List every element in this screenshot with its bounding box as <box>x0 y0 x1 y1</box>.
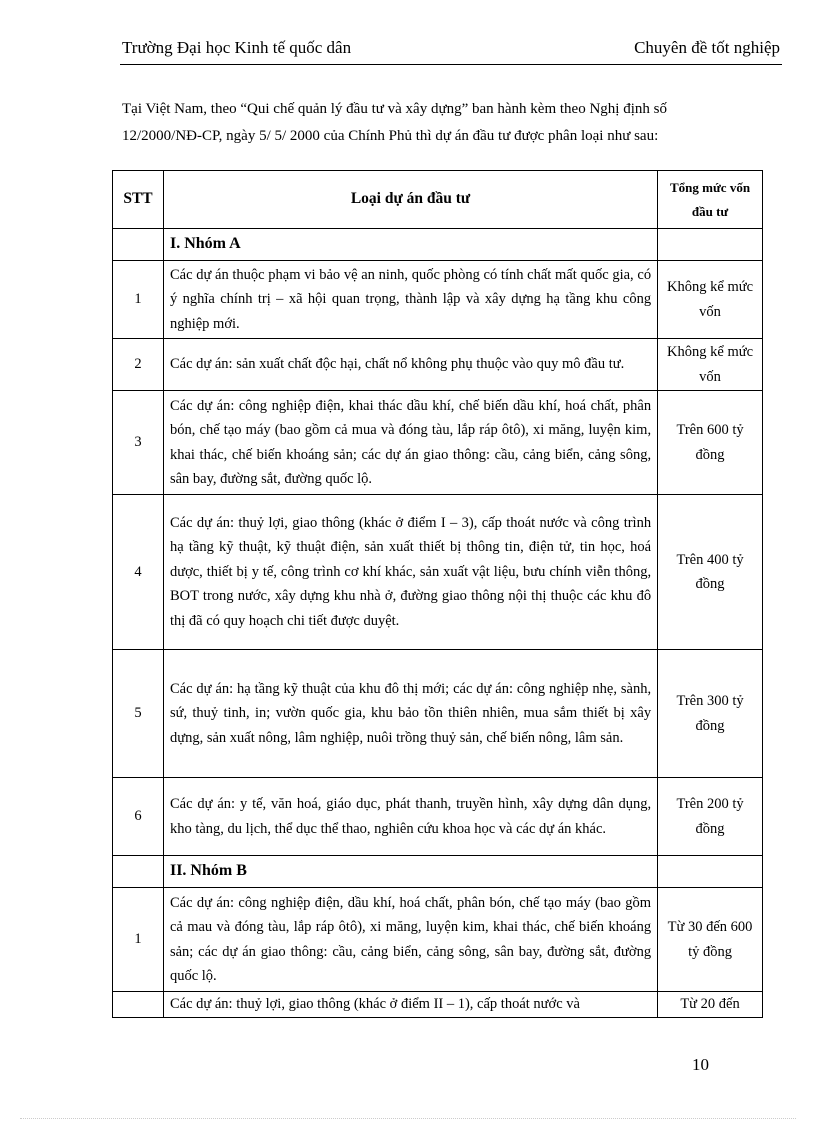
row-stt <box>113 992 164 1018</box>
table-row <box>113 391 763 495</box>
row-description: Các dự án: công nghiệp điện, dầu khí, hoá chất, phân bón, chế tạo máy (bao gồm cả mau và đóng tàu, lắp ráp ôtô), xi măng, luyện kim, khai thác, chế biến khoáng sản; các dự án giao thông: cầu, cảng biển, cảng sông, sân bay, đường sắt, đường quốc lộ. <box>163 888 657 992</box>
row-capital: Từ 30 đến 600 tỷ đồng <box>658 888 763 992</box>
row-capital: Trên 200 tỷ đồng <box>658 778 763 856</box>
row-capital: Trên 400 tỷ đồng <box>658 495 763 650</box>
investment-classification-table <box>112 170 763 1018</box>
row-stt: 6 <box>113 778 164 856</box>
row-description: Các dự án: thuỷ lợi, giao thông (khác ở điểm I – 3), cấp thoát nước và công trình hạ tầng kỹ thuật, kỹ thuật điện, sản xuất thiết bị thông tin, điện tử, tin học, hoá dược, thiết bị y tế, công trình cơ khí khác, sản xuất vật liệu, bưu chính viễn thông, BOT trong nước, xây dựng khu nhà ở, đường giao thông nội thị thuộc các khu đô thị đã có quy hoạch chi tiết được duyệt. <box>163 495 657 650</box>
table-row <box>113 495 763 650</box>
row-capital: Trên 600 tỷ đồng <box>658 391 763 495</box>
col-header-stt: STT <box>113 171 164 229</box>
row-capital: Từ 20 đến <box>658 992 763 1018</box>
table-header-row <box>113 171 763 229</box>
row-stt: 4 <box>113 495 164 650</box>
table-row <box>113 888 763 992</box>
table-row <box>113 261 763 339</box>
page-bottom-border <box>20 1118 796 1119</box>
group-b-row <box>113 856 763 888</box>
row-description: Các dự án: công nghiệp điện, khai thác dầu khí, chế biến dầu khí, hoá chất, phân bón, chế tạo máy (bao gồm cả mua và đóng tàu, lắp ráp ôtô), xi măng, luyện kim, khai thác, chế biến khoáng sản; các dự án giao thông: cầu, cảng biển, cảng sông, sân bay, đường sắt, đường quốc lộ. <box>163 391 657 495</box>
row-capital: Trên 300 tỷ đồng <box>658 650 763 778</box>
row-description: Các dự án thuộc phạm vi bảo vệ an ninh, quốc phòng có tính chất mất quốc gia, có ý nghĩa chính trị – xã hội quan trọng, thành lập và xây dựng hạ tầng khu công nghiệp mới. <box>163 261 657 339</box>
row-stt: 2 <box>113 339 164 391</box>
header-rule <box>120 64 782 65</box>
row-stt: 1 <box>113 888 164 992</box>
row-stt: 5 <box>113 650 164 778</box>
header-document-type: Chuyên đề tốt nghiệp <box>634 38 780 57</box>
group-a-row <box>113 229 763 261</box>
row-description: Các dự án: hạ tầng kỹ thuật của khu đô thị mới; các dự án: công nghiệp nhẹ, sành, sứ, thuỷ tinh, in; vườn quốc gia, khu bảo tồn thiên nhiên, mua sắm thiết bị xây dựng, sản xuất nông, lâm nghiệp, nuôi trồng thuỷ sản, chế biến nông, lâm sản. <box>163 650 657 778</box>
group-b-title: II. Nhóm B <box>163 856 657 888</box>
col-header-capital: Tổng mức vốn đầu tư <box>658 171 763 229</box>
row-stt: 1 <box>113 261 164 339</box>
row-description: Các dự án: thuỷ lợi, giao thông (khác ở điểm II – 1), cấp thoát nước và <box>163 992 657 1018</box>
row-stt: 3 <box>113 391 164 495</box>
table-row <box>113 339 763 391</box>
intro-paragraph: Tại Việt Nam, theo “Qui chế quản lý đầu tư và xây dựng” ban hành kèm theo Nghị định số 12/2000/NĐ-CP, ngày 5/ 5/ 2000 của Chính Phủ thì dự án đầu tư được phân loại như sau: <box>122 101 667 144</box>
row-description: Các dự án: y tế, văn hoá, giáo dục, phát thanh, truyền hình, xây dựng dân dụng, kho tàng, du lịch, thể dục thể thao, nghiên cứu khoa học và các dự án khác. <box>163 778 657 856</box>
page-number: 10 <box>692 1055 709 1074</box>
row-capital: Không kể mức vốn <box>658 261 763 339</box>
table-row <box>113 650 763 778</box>
group-a-title: I. Nhóm A <box>163 229 657 261</box>
table-row <box>113 778 763 856</box>
row-capital: Không kể mức vốn <box>658 339 763 391</box>
header-school-name: Trường Đại học Kinh tế quốc dân <box>122 38 352 57</box>
table-row <box>113 992 763 1018</box>
col-header-type: Loại dự án đầu tư <box>163 171 657 229</box>
row-description: Các dự án: sản xuất chất độc hại, chất nổ không phụ thuộc vào quy mô đầu tư. <box>163 339 657 391</box>
